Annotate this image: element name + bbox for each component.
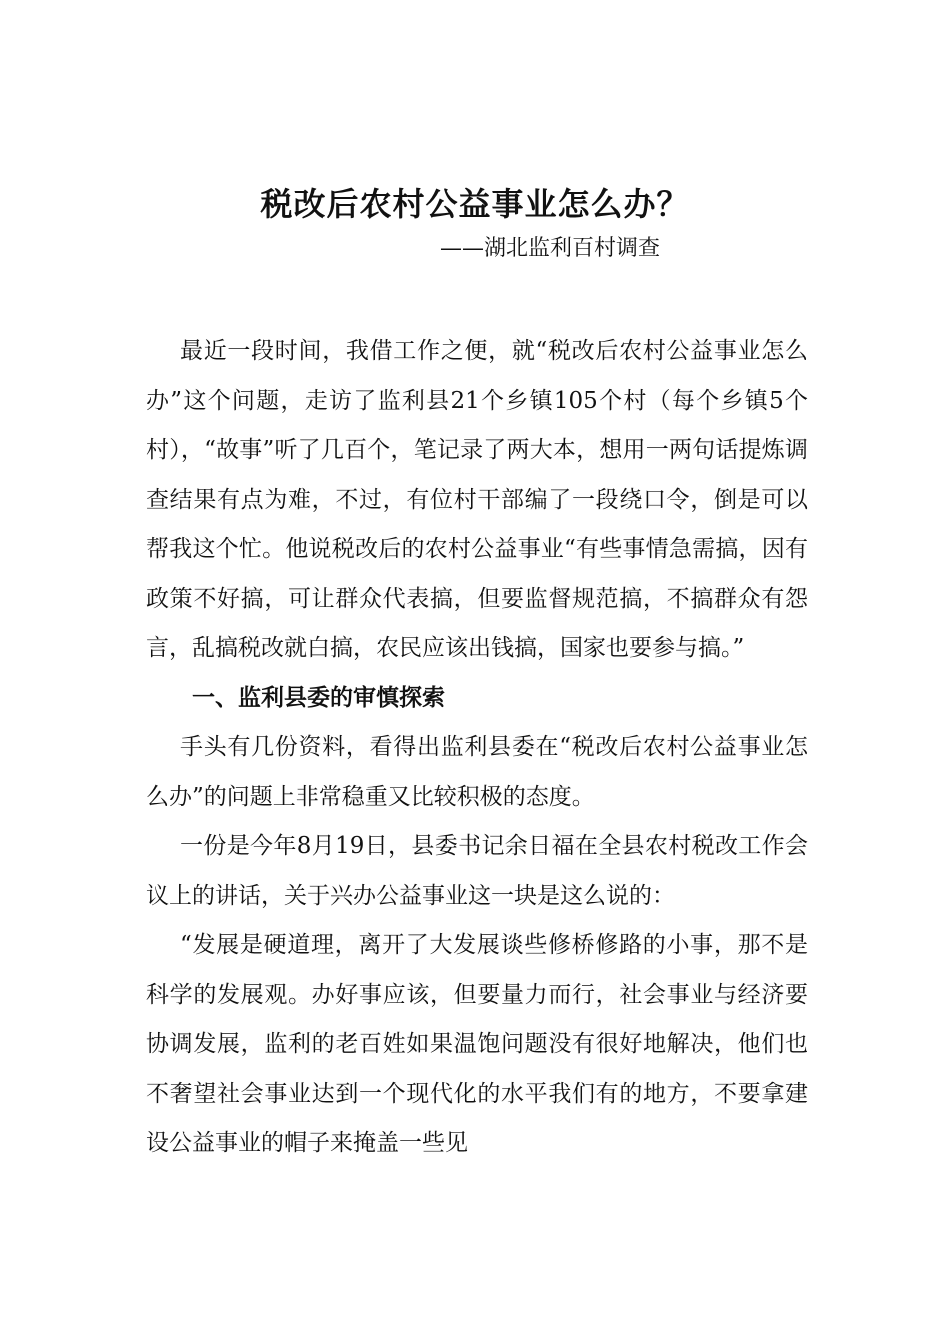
paragraph-speech-intro: 一份是今年8月19日，县委书记余日福在全县农村税改工作会议上的讲话，关于兴办公益事业这一块是这么说的： <box>146 833 808 909</box>
document-subtitle <box>0 232 950 266</box>
document-body <box>146 327 808 1169</box>
document-subtitle-text: ——湖北监利百村调查 <box>439 236 660 261</box>
paragraph-materials: 手头有几份资料，看得出监利县委在“税改后农村公益事业怎么办”的问题上非常稳重又比较积极的态度。 <box>146 734 808 810</box>
section-heading: 一、监利县委的审慎探索 <box>192 684 445 711</box>
paragraph-intro: 最近一段时间，我借工作之便，就“税改后农村公益事业怎么办”这个问题，走访了监利县21个乡镇105个村（每个乡镇5个村），“故事”听了几百个，笔记录了两大本，想用一两句话提炼调查结果有点为难，不过，有位村干部编了一段绕口令，倒是可以帮我这个忙。他说税改后的农村公益事业“有些事情急需搞，因有政策不好搞，可让群众代表搞，但要监督规范搞，不搞群众有怨言，乱搞税改就白搞，农民应该出钱搞，国家也要参与搞。” <box>146 338 808 661</box>
document-title: 税改后农村公益事业怎么办？ <box>260 185 690 223</box>
paragraph-speech-quote: “发展是硬道理，离开了大发展谈些修桥修路的小事，那不是科学的发展观。办好事应该，但要量力而行，社会事业与经济要协调发展，监利的老百姓如果温饱问题没有很好地解决，他们也不奢望社会事业达到一个现代化的水平我们有的地方，不要拿建设公益事业的帽子来掩盖一些见 <box>146 932 808 1156</box>
